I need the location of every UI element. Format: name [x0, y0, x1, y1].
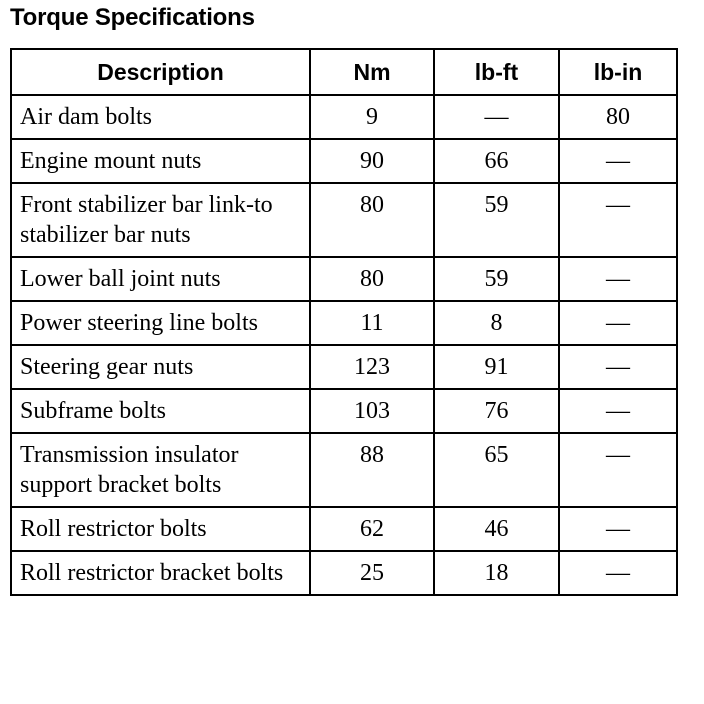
description-cell: Engine mount nuts: [11, 139, 310, 183]
nm-cell: 25: [310, 551, 434, 595]
lb-ft-cell: 59: [434, 183, 559, 257]
table-row: [11, 551, 677, 595]
table-row: [11, 389, 677, 433]
column-header-description: Description: [11, 49, 310, 95]
nm-cell: 88: [310, 433, 434, 507]
nm-cell: 9: [310, 95, 434, 139]
table-row: [11, 139, 677, 183]
column-header-lb-in: lb-in: [559, 49, 677, 95]
nm-cell: 123: [310, 345, 434, 389]
lb-in-cell: —: [559, 507, 677, 551]
lb-ft-cell: 8: [434, 301, 559, 345]
description-cell: Lower ball joint nuts: [11, 257, 310, 301]
table-row: [11, 183, 677, 257]
table-row: [11, 257, 677, 301]
description-cell: Roll restrictor bolts: [11, 507, 310, 551]
lb-ft-cell: 65: [434, 433, 559, 507]
nm-cell: 80: [310, 257, 434, 301]
torque-specifications-table: [10, 48, 678, 596]
page-title: Torque Specifications: [10, 4, 255, 31]
description-cell: Air dam bolts: [11, 95, 310, 139]
lb-in-cell: —: [559, 433, 677, 507]
table-row: [11, 433, 677, 507]
table-row: [11, 345, 677, 389]
lb-in-cell: —: [559, 139, 677, 183]
lb-in-cell: 80: [559, 95, 677, 139]
lb-ft-cell: 66: [434, 139, 559, 183]
nm-cell: 103: [310, 389, 434, 433]
description-cell: Roll restrictor bracket bolts: [11, 551, 310, 595]
lb-in-cell: —: [559, 183, 677, 257]
column-header-lb-ft: lb-ft: [434, 49, 559, 95]
lb-ft-cell: 18: [434, 551, 559, 595]
table-row: [11, 95, 677, 139]
description-cell: Power steering line bolts: [11, 301, 310, 345]
column-header-nm: Nm: [310, 49, 434, 95]
lb-ft-cell: 59: [434, 257, 559, 301]
lb-in-cell: —: [559, 551, 677, 595]
nm-cell: 80: [310, 183, 434, 257]
lb-in-cell: —: [559, 389, 677, 433]
lb-ft-cell: 91: [434, 345, 559, 389]
nm-cell: 11: [310, 301, 434, 345]
description-cell: Front stabilizer bar link-to stabilizer bar nuts: [11, 183, 310, 257]
lb-in-cell: —: [559, 345, 677, 389]
lb-ft-cell: 46: [434, 507, 559, 551]
table-row: [11, 301, 677, 345]
lb-ft-cell: —: [434, 95, 559, 139]
description-cell: Steering gear nuts: [11, 345, 310, 389]
lb-in-cell: —: [559, 257, 677, 301]
table-header-row: [11, 49, 677, 95]
lb-in-cell: —: [559, 301, 677, 345]
lb-ft-cell: 76: [434, 389, 559, 433]
nm-cell: 62: [310, 507, 434, 551]
nm-cell: 90: [310, 139, 434, 183]
description-cell: Subframe bolts: [11, 389, 310, 433]
table-row: [11, 507, 677, 551]
description-cell: Transmission insulator support bracket bolts: [11, 433, 310, 507]
